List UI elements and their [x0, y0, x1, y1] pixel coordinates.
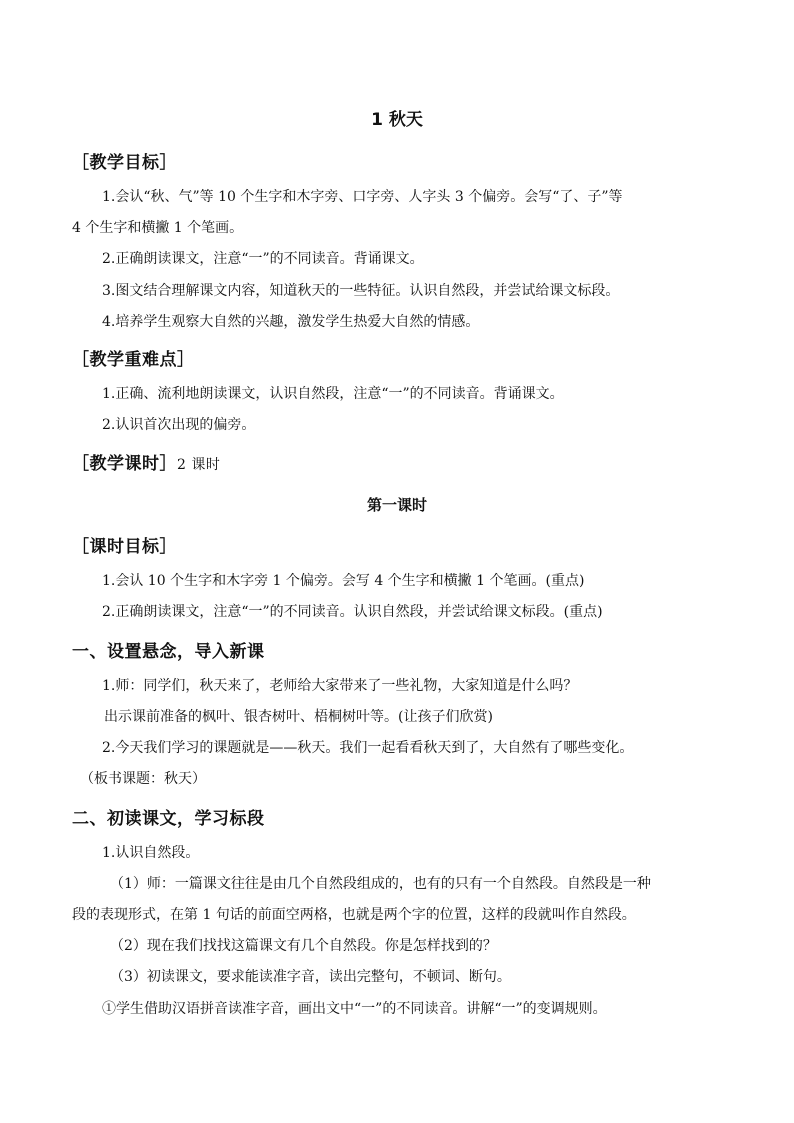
part-line: 1.认识自然段。 — [102, 845, 200, 861]
goal-line: 4 个生字和横撇 1 个笔画。 — [72, 220, 244, 236]
section-heading-key-points: ［教学重难点］ — [72, 350, 195, 370]
section-heading-lesson-goals: ［课时目标］ — [72, 537, 177, 557]
part-line: 段的表现形式，在第 1 句话的前面空两格，也就是两个字的位置，这样的段就叫作自然段。 — [72, 907, 636, 923]
part-line: 出示课前准备的枫叶、银杏树叶、梧桐树叶等。(让孩子们欣赏) — [104, 709, 493, 725]
goal-line: 1.会认“秋、气”等 10 个生字和木字旁、口字旁、人字头 3 个偏旁。会写“了、子”等 — [102, 189, 623, 205]
section-heading-class-hours — [72, 449, 220, 474]
goal-line: 3.图文结合理解课文内容，知道秋天的一些特征。认识自然段，并尝试给课文标段。 — [102, 283, 620, 299]
part-heading-introduction: 一、设置悬念，导入新课 — [72, 642, 265, 662]
part-line: （3）初读课文，要求能读准字音，读出完整句，不顿词、断句。 — [110, 969, 511, 985]
class-hours-label: ［教学课时］ — [72, 454, 177, 474]
part-line: （板书课题：秋天） — [80, 771, 206, 787]
goal-line: 4.培养学生观察大自然的兴趣，激发学生热爱大自然的情感。 — [102, 314, 480, 330]
page-title: 1 秋天 — [371, 110, 423, 130]
key-point-line: 2.认识首次出现的偏旁。 — [102, 417, 256, 433]
part-line: （1）师：一篇课文往往是由几个自然段组成的，也有的只有一个自然段。自然段是一种 — [110, 876, 651, 892]
lesson-goal-line: 1.会认 10 个生字和木字旁 1 个偏旁。会写 4 个生字和横撇 1 个笔画。(重点) — [102, 573, 585, 589]
part-line: 1.师：同学们，秋天来了，老师给大家带来了一些礼物，大家知道是什么吗？ — [102, 678, 578, 694]
part-line: ①学生借助汉语拼音读准字音，画出文中“一”的不同读音。讲解“一”的变调规则。 — [102, 1001, 607, 1017]
class-hours-value: 2 课时 — [177, 457, 221, 473]
part-line: （2）现在我们找找这篇课文有几个自然段。你是怎样找到的？ — [110, 938, 497, 954]
key-point-line: 1.正确、流利地朗读课文，认识自然段，注意“一”的不同读音。背诵课文。 — [102, 386, 564, 402]
lesson-goal-line: 2.正确朗读课文，注意“一”的不同读音。认识自然段，并尝试给课文标段。(重点) — [102, 604, 603, 620]
lesson-heading: 第一课时 — [366, 496, 427, 514]
section-heading-teaching-goals: ［教学目标］ — [72, 153, 177, 173]
part-line: 2.今天我们学习的课题就是——秋天。我们一起看看秋天到了，大自然有了哪些变化。 — [102, 740, 634, 756]
part-heading-first-reading: 二、初读课文，学习标段 — [72, 809, 265, 829]
goal-line: 2.正确朗读课文，注意“一”的不同读音。背诵课文。 — [102, 251, 424, 267]
